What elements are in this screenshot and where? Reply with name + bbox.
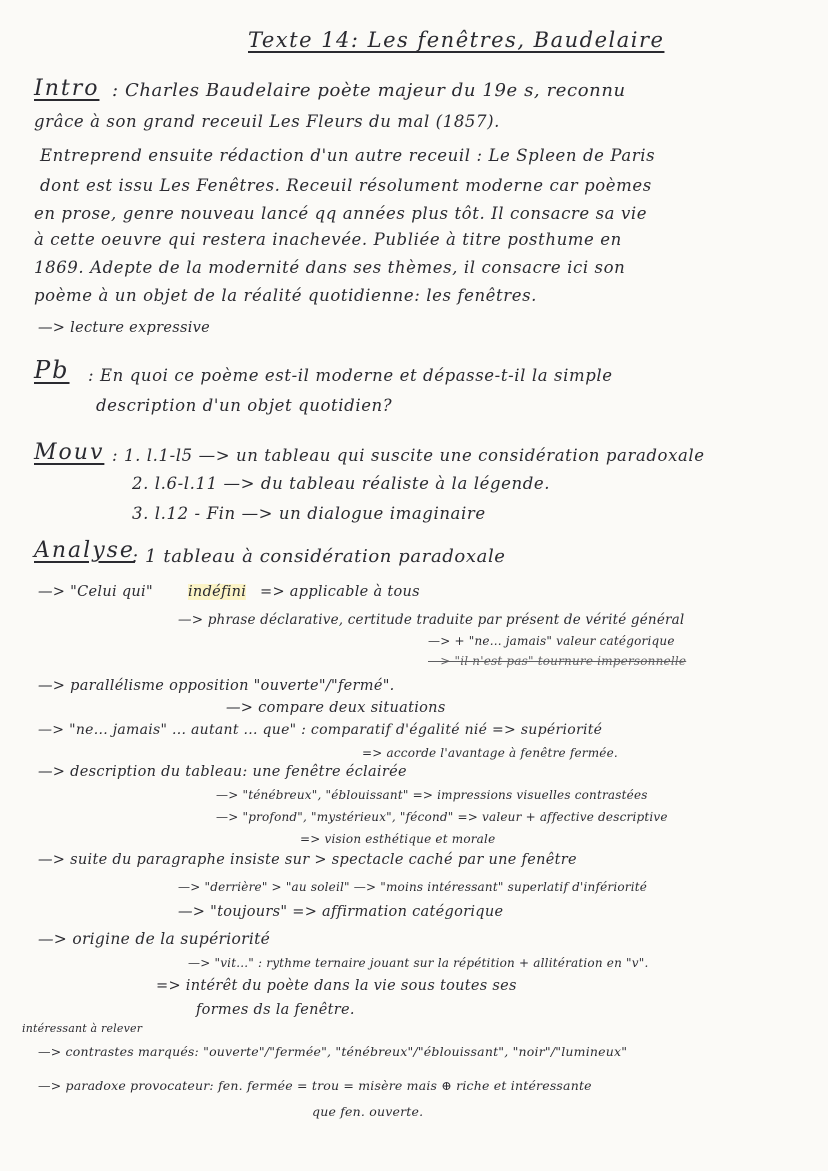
analyse-line: —> compare deux situations <box>226 700 446 716</box>
analyse-line-struck: —> "il n'est pas" tournure impersonnelle <box>428 654 687 668</box>
intro-line: dont est issu Les Fenêtres. Receuil résolument moderne car poèmes <box>40 176 652 195</box>
analyse-line: —> + "ne... jamais" valeur catégorique <box>428 634 675 648</box>
mouv-item: : 1. l.1-l5 —> un tableau qui suscite une considération paradoxale <box>112 446 705 465</box>
analyse-line: —> origine de la supériorité <box>38 930 271 948</box>
side-note: intéressant à relever <box>22 1022 143 1035</box>
intro-line: Entreprend ensuite rédaction d'un autre receuil : Le Spleen de Paris <box>40 146 656 165</box>
footer-line: —> paradoxe provocateur: fen. fermée = trou = misère mais ⊕ riche et intéressante <box>38 1078 592 1093</box>
intro-line: 1869. Adepte de la modernité dans ses thèmes, il consacre ici son <box>34 258 626 277</box>
analyse-line: —> "derrière" > "au soleil" —> "moins intéressant" superlatif d'infériorité <box>178 880 648 894</box>
intro-line: à cette oeuvre qui restera inachevée. Publiée à titre posthume en <box>34 230 622 249</box>
analyse-line: —> "ténébreux", "éblouissant" => impressions visuelles contrastées <box>216 788 648 802</box>
intro-line: en prose, genre nouveau lancé qq années plus tôt. Il consacre sa vie <box>34 204 648 223</box>
analyse-line: => applicable à tous <box>260 584 420 600</box>
pb-line: : En quoi ce poème est-il moderne et dépasse-t-il la simple <box>88 366 613 385</box>
analyse-label: Analyse <box>34 538 135 563</box>
analyse-line: => intérêt du poète dans la vie sous toutes ses <box>156 978 517 994</box>
footer-line: —> contrastes marqués: "ouverte"/"fermée", "ténébreux"/"éblouissant", "noir"/"lumineux" <box>38 1044 628 1059</box>
analyse-line: formes ds la fenêtre. <box>196 1002 355 1018</box>
analyse-line: —> "profond", "mystérieux", "fécond" => valeur + affective descriptive <box>216 810 668 824</box>
analyse-line: —> "ne... jamais" ... autant ... que" : comparatif d'égalité nié => supériorité <box>38 722 603 738</box>
analyse-line: —> suite du paragraphe insiste sur > spectacle caché par une fenêtre <box>38 852 577 868</box>
intro-line: grâce à son grand receuil Les Fleurs du mal (1857). <box>34 112 500 131</box>
lecture-note: —> lecture expressive <box>38 320 211 336</box>
analyse-line: —> description du tableau: une fenêtre éclairée <box>38 764 407 780</box>
pb-label: Pb <box>34 356 70 384</box>
analyse-line: => vision esthétique et morale <box>300 832 496 846</box>
intro-line: poème à un objet de la réalité quotidienne: les fenêtres. <box>34 286 538 305</box>
analyse-line: —> phrase déclarative, certitude traduite par présent de vérité général <box>178 612 685 628</box>
analyse-line: —> "toujours" => affirmation catégorique <box>178 904 504 920</box>
intro-line: : Charles Baudelaire poète majeur du 19e s, reconnu <box>112 80 626 101</box>
analyse-line: => accorde l'avantage à fenêtre fermée. <box>362 746 618 760</box>
analyse-line: —> "Celui qui" <box>38 584 153 600</box>
mouv-item: 3. l.12 - Fin —> un dialogue imaginaire <box>132 504 486 523</box>
analyse-line: —> "vit..." : rythme ternaire jouant sur la répétition + allitération en "v". <box>188 956 649 970</box>
footer-line: que fen. ouverte. <box>312 1104 424 1119</box>
analyse-line: indéfini <box>188 584 247 600</box>
page-title: Texte 14: Les fenêtres, Baudelaire <box>248 28 665 52</box>
analyse-line: —> parallélisme opposition "ouverte"/"fermé". <box>38 678 395 694</box>
mouv-label: Mouv <box>34 440 105 465</box>
mouv-item: 2. l.6-l.11 —> du tableau réaliste à la légende. <box>132 474 551 493</box>
analyse-heading: : 1 tableau à considération paradoxale <box>132 546 506 567</box>
pb-line: description d'un objet quotidien? <box>96 396 393 415</box>
intro-label: Intro <box>34 76 100 101</box>
